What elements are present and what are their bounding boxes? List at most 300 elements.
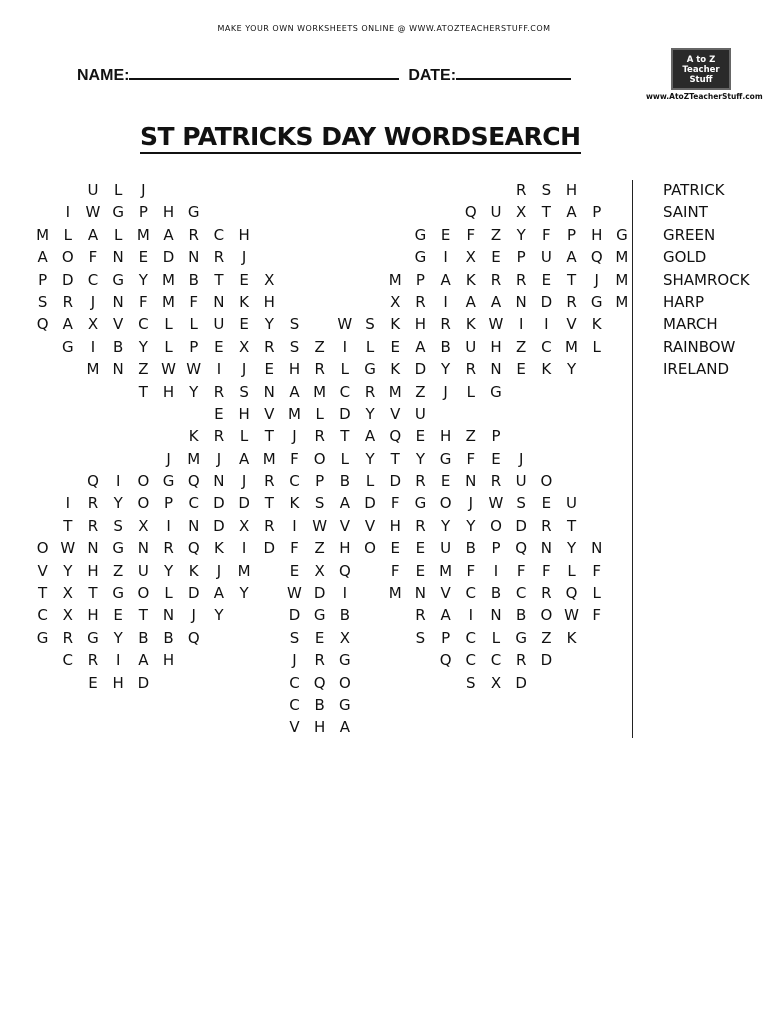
grid-cell: Z	[113, 561, 124, 580]
grid-cell: H	[238, 225, 250, 244]
grid-cell: K	[591, 315, 602, 334]
grid-cell: S	[365, 315, 375, 334]
grid-cell	[408, 694, 433, 716]
grid-cell: T	[566, 516, 577, 535]
grid-cell: P	[38, 270, 48, 289]
grid-cell: Y	[466, 516, 476, 535]
grid-cell: M	[388, 382, 402, 401]
grid-cell: Y	[441, 516, 451, 535]
grid-cell	[609, 604, 634, 626]
grid-cell	[433, 403, 458, 425]
grid-cell: H	[112, 673, 124, 692]
grid-cell: S	[239, 382, 249, 401]
grid-cell	[131, 403, 156, 425]
grid-cell	[509, 403, 534, 425]
grid-cell	[483, 716, 508, 738]
grid-cell: V	[364, 516, 376, 535]
grid-cell: C	[37, 606, 48, 625]
grid-cell	[30, 425, 55, 447]
grid-cell: P	[441, 628, 451, 647]
date-blank	[456, 62, 571, 80]
grid-cell: G	[112, 584, 124, 603]
grid-cell: V	[566, 315, 577, 334]
grid-cell: L	[164, 584, 173, 603]
grid-cell: U	[515, 472, 527, 491]
grid-cell: V	[37, 561, 48, 580]
grid-cell	[357, 560, 382, 582]
logo-line-2: Teacher	[682, 65, 720, 75]
grid-cell: M	[86, 360, 100, 379]
grid-cell	[383, 201, 408, 223]
grid-cell: N	[515, 292, 527, 311]
grid-cell: W	[60, 539, 76, 558]
grid-cell: R	[213, 248, 225, 267]
grid-cell: N	[490, 360, 502, 379]
grid-cell: P	[516, 248, 526, 267]
grid-cell: A	[339, 718, 350, 737]
grid-cell	[383, 604, 408, 626]
grid-cell: G	[162, 472, 175, 491]
grid-cell: U	[540, 248, 552, 267]
grid-cell	[257, 716, 282, 738]
grid-cell: H	[87, 606, 99, 625]
grid-cell: O	[490, 516, 502, 535]
grid-cell: K	[239, 292, 250, 311]
grid-cell: B	[516, 606, 527, 625]
grid-row	[30, 515, 660, 537]
grid-cell	[282, 179, 307, 201]
grid-cell	[509, 381, 534, 403]
grid-cell: L	[63, 225, 72, 244]
grid-cell: A	[566, 248, 577, 267]
grid-cell: O	[36, 539, 49, 558]
grid-cell: A	[37, 248, 48, 267]
grid-cell	[55, 381, 80, 403]
grid-row	[30, 649, 660, 671]
grid-cell: Q	[565, 584, 578, 603]
grid-cell	[257, 649, 282, 671]
grid-cell	[106, 381, 131, 403]
grid-cell: R	[213, 427, 225, 446]
grid-cell	[584, 515, 609, 537]
grid-cell	[534, 672, 559, 694]
grid-cell	[156, 179, 181, 201]
grid-cell: O	[338, 673, 351, 692]
grid-cell: U	[87, 181, 99, 199]
grid-cell: R	[490, 270, 502, 289]
grid-cell	[357, 291, 382, 313]
grid-cell: I	[166, 516, 171, 535]
grid-cell	[383, 246, 408, 268]
grid-cell: E	[214, 337, 224, 356]
grid-cell: F	[542, 225, 551, 244]
grid-cell: P	[491, 539, 501, 558]
grid-cell: I	[216, 360, 222, 379]
grid-row	[30, 560, 660, 582]
grid-cell: C	[138, 315, 149, 334]
grid-cell: R	[87, 651, 99, 670]
grid-cell	[307, 201, 332, 223]
grid-cell: G	[490, 382, 502, 401]
grid-cell: H	[389, 516, 401, 535]
grid-cell: Q	[464, 203, 477, 222]
grid-cell: G	[439, 449, 452, 468]
grid-cell: M	[565, 337, 578, 356]
grid-row	[30, 313, 660, 335]
grid-cell: R	[515, 181, 527, 199]
grid-cell: E	[289, 561, 300, 580]
grid-cell: W	[564, 606, 579, 625]
grid-cell: J	[594, 270, 599, 289]
grid-cell	[206, 672, 231, 694]
grid-cell: X	[516, 203, 527, 222]
grid-cell: M	[388, 584, 402, 603]
grid-cell: D	[162, 248, 175, 267]
grid-cell: R	[364, 382, 376, 401]
grid-cell	[206, 179, 231, 201]
grid-cell: A	[440, 606, 451, 625]
grid-cell: L	[340, 449, 350, 468]
grid-cell: I	[90, 337, 96, 356]
grid-cell: Q	[590, 248, 603, 267]
grid-cell: R	[62, 292, 73, 311]
grid-cell: H	[490, 337, 502, 356]
grid-cell: Z	[490, 225, 502, 244]
grid-cell	[106, 694, 131, 716]
word-list-item: RAINBOW	[663, 337, 736, 356]
grid-cell	[30, 448, 55, 470]
grid-cell: Q	[36, 315, 49, 334]
grid-cell: C	[289, 472, 300, 491]
grid-cell: S	[113, 516, 123, 535]
grid-cell: S	[466, 673, 476, 692]
grid-cell: L	[315, 404, 324, 423]
grid-cell	[584, 179, 609, 201]
grid-cell	[181, 716, 206, 738]
grid-cell: Z	[138, 360, 149, 379]
grid-cell	[383, 672, 408, 694]
grid-cell: H	[288, 360, 301, 379]
grid-cell: D	[238, 494, 250, 513]
grid-cell: O	[540, 472, 553, 491]
grid-cell: A	[238, 449, 250, 468]
grid-cell	[206, 716, 231, 738]
grid-cell	[534, 694, 559, 716]
grid-cell: E	[491, 248, 501, 267]
grid-cell	[131, 716, 156, 738]
grid-cell	[156, 716, 181, 738]
grid-cell	[584, 492, 609, 514]
grid-cell: J	[292, 427, 297, 446]
grid-cell: L	[567, 561, 576, 580]
grid-cell	[232, 694, 257, 716]
grid-cell: H	[414, 315, 427, 334]
grid-cell: Y	[441, 360, 451, 379]
grid-cell: H	[591, 225, 603, 244]
grid-cell: N	[162, 606, 175, 625]
grid-cell: O	[61, 248, 74, 267]
grid-row	[30, 627, 660, 649]
grid-cell	[383, 627, 408, 649]
grid-cell: U	[566, 494, 578, 513]
grid-cell	[458, 716, 483, 738]
grid-cell	[307, 313, 332, 335]
grid-cell	[559, 672, 584, 694]
grid-cell	[106, 448, 131, 470]
grid-cell: Y	[138, 337, 148, 356]
word-list-item: HARP	[663, 292, 705, 311]
grid-cell: N	[112, 248, 124, 267]
grid-cell	[80, 448, 105, 470]
grid-cell: P	[315, 472, 325, 491]
grid-cell: S	[516, 494, 526, 513]
grid-cell	[584, 403, 609, 425]
grid-row	[30, 201, 660, 223]
grid-cell: E	[390, 337, 400, 356]
grid-cell: O	[313, 449, 326, 468]
grid-cell: T	[264, 427, 274, 446]
grid-cell	[181, 672, 206, 694]
grid-cell: M	[262, 449, 276, 468]
grid-cell	[609, 201, 634, 223]
grid-cell: R	[87, 494, 99, 513]
grid-cell	[30, 716, 55, 738]
grid-cell: I	[518, 315, 524, 334]
grid-cell: J	[468, 494, 473, 513]
grid-cell	[30, 492, 55, 514]
grid-cell: E	[113, 606, 123, 625]
grid-cell	[357, 179, 382, 201]
grid-cell: J	[443, 382, 448, 401]
grid-cell	[383, 694, 408, 716]
grid-cell	[408, 179, 433, 201]
grid-cell: R	[213, 382, 225, 401]
grid-cell: J	[241, 472, 247, 491]
grid-cell: F	[592, 606, 602, 625]
grid-cell: E	[214, 404, 224, 423]
grid-cell	[509, 716, 534, 738]
grid-cell	[357, 582, 382, 604]
grid-cell: P	[567, 225, 577, 244]
grid-cell	[559, 649, 584, 671]
grid-cell: U	[440, 539, 452, 558]
grid-cell: N	[465, 472, 477, 491]
grid-cell: J	[241, 248, 247, 267]
grid-cell: N	[263, 382, 275, 401]
grid-cell: L	[239, 427, 249, 446]
grid-cell	[307, 291, 332, 313]
grid-cell: Y	[138, 270, 148, 289]
grid-cell: E	[440, 472, 451, 491]
grid-cell	[458, 403, 483, 425]
grid-cell	[635, 448, 660, 470]
grid-divider	[632, 180, 633, 738]
atoz-logo	[671, 48, 731, 90]
grid-cell: G	[112, 539, 124, 558]
grid-cell	[609, 582, 634, 604]
logo-line-3: Stuff	[689, 75, 713, 85]
name-label: NAME:	[77, 67, 130, 84]
grid-cell: X	[490, 673, 502, 692]
grid-cell: G	[339, 651, 351, 670]
grid-cell	[80, 694, 105, 716]
grid-cell	[55, 179, 80, 201]
grid-cell: U	[465, 337, 477, 356]
grid-cell: J	[166, 449, 171, 468]
grid-cell: P	[415, 270, 425, 289]
grid-cell	[584, 694, 609, 716]
grid-cell: G	[414, 494, 427, 513]
grid-cell: E	[264, 360, 275, 379]
grid-cell	[55, 403, 80, 425]
grid-row	[30, 537, 660, 559]
grid-cell: A	[289, 382, 300, 401]
grid-cell	[282, 269, 307, 291]
grid-cell: I	[493, 561, 499, 580]
grid-cell: X	[138, 516, 149, 535]
grid-cell	[80, 716, 105, 738]
grid-cell	[483, 694, 508, 716]
grid-cell: R	[415, 292, 426, 311]
grid-cell: M	[237, 561, 251, 580]
grid-cell: B	[339, 472, 350, 491]
grid-cell: K	[465, 315, 476, 334]
header-tagline: MAKE YOUR OWN WORKSHEETS ONLINE @ WWW.ATOZTEACHERSTUFF.COM	[217, 24, 551, 33]
grid-cell: J	[216, 449, 222, 468]
grid-cell: D	[263, 539, 276, 558]
grid-cell: I	[342, 584, 348, 603]
grid-cell: M	[162, 270, 175, 289]
grid-cell	[106, 716, 131, 738]
grid-cell: W	[186, 360, 202, 379]
grid-cell: C	[62, 651, 74, 670]
grid-cell: Q	[187, 628, 200, 647]
grid-row	[30, 470, 660, 492]
grid-cell: R	[314, 427, 325, 446]
grid-cell	[257, 246, 282, 268]
grid-cell: C	[188, 494, 199, 513]
grid-cell: X	[390, 292, 401, 311]
grid-row	[30, 246, 660, 268]
grid-cell: U	[213, 315, 225, 334]
grid-cell: E	[390, 539, 400, 558]
grid-cell: B	[188, 270, 199, 289]
grid-cell: R	[87, 516, 99, 535]
grid-cell	[483, 403, 508, 425]
grid-cell: R	[264, 337, 275, 356]
grid-cell: C	[515, 584, 527, 603]
grid-cell: K	[390, 315, 401, 334]
grid-cell	[433, 201, 458, 223]
grid-cell	[156, 425, 181, 447]
grid-cell: S	[415, 628, 426, 647]
grid-cell: Y	[415, 449, 425, 468]
grid-cell: D	[313, 584, 326, 603]
grid-cell: G	[187, 203, 200, 222]
grid-cell: I	[443, 292, 448, 311]
grid-cell: B	[490, 584, 502, 603]
grid-cell	[433, 694, 458, 716]
grid-cell	[282, 201, 307, 223]
grid-cell: N	[87, 539, 99, 558]
grid-cell	[609, 716, 634, 738]
grid-cell: J	[216, 561, 222, 580]
grid-cell: K	[465, 270, 476, 289]
grid-cell: M	[313, 382, 327, 401]
grid-cell	[357, 716, 382, 738]
grid-cell: X	[314, 561, 325, 580]
grid-cell	[257, 604, 282, 626]
grid-cell: F	[466, 561, 476, 580]
grid-cell	[609, 381, 634, 403]
grid-cell: C	[289, 673, 300, 692]
grid-cell: Q	[338, 561, 351, 580]
grid-cell	[534, 425, 559, 447]
grid-cell: Y	[566, 360, 577, 379]
grid-cell	[30, 336, 55, 358]
word-list-item: SAINT	[663, 203, 708, 222]
grid-cell: D	[515, 516, 527, 535]
grid-cell	[282, 224, 307, 246]
grid-cell	[357, 672, 382, 694]
grid-cell	[534, 448, 559, 470]
grid-cell: H	[439, 427, 452, 446]
grid-cell	[206, 201, 231, 223]
grid-cell: I	[65, 203, 70, 222]
grid-cell: Y	[264, 315, 274, 334]
grid-cell: R	[188, 225, 199, 244]
grid-cell: U	[490, 203, 502, 222]
grid-cell: Z	[516, 337, 527, 356]
grid-cell: R	[264, 516, 275, 535]
grid-cell	[30, 201, 55, 223]
grid-cell: U	[414, 404, 426, 423]
grid-cell: X	[238, 516, 250, 535]
grid-cell: F	[290, 539, 299, 558]
grid-cell: I	[115, 472, 121, 491]
grid-cell: O	[364, 539, 376, 558]
grid-cell: C	[465, 651, 477, 670]
grid-cell	[257, 201, 282, 223]
grid-cell: D	[288, 606, 301, 625]
grid-cell	[534, 381, 559, 403]
grid-cell	[383, 649, 408, 671]
grid-cell: P	[189, 337, 199, 356]
grid-cell: H	[162, 203, 175, 222]
grid-cell: Y	[239, 584, 249, 603]
grid-cell: M	[615, 248, 629, 267]
grid-cell: W	[337, 315, 353, 334]
grid-cell: N	[188, 248, 200, 267]
grid-cell	[509, 694, 534, 716]
grid-cell	[332, 246, 357, 268]
grid-cell	[357, 604, 382, 626]
grid-cell: G	[364, 360, 376, 379]
grid-cell: H	[162, 651, 175, 670]
grid-cell: L	[592, 584, 601, 603]
grid-cell: M	[439, 561, 453, 580]
grid-cell: M	[162, 292, 175, 311]
grid-cell: Y	[214, 606, 224, 625]
grid-cell	[383, 716, 408, 738]
grid-cell	[609, 537, 634, 559]
grid-cell: V	[289, 718, 300, 737]
grid-cell: D	[213, 516, 225, 535]
grid-cell	[559, 470, 584, 492]
grid-cell: I	[342, 337, 348, 356]
grid-cell: F	[189, 292, 199, 311]
grid-cell: A	[213, 584, 225, 603]
